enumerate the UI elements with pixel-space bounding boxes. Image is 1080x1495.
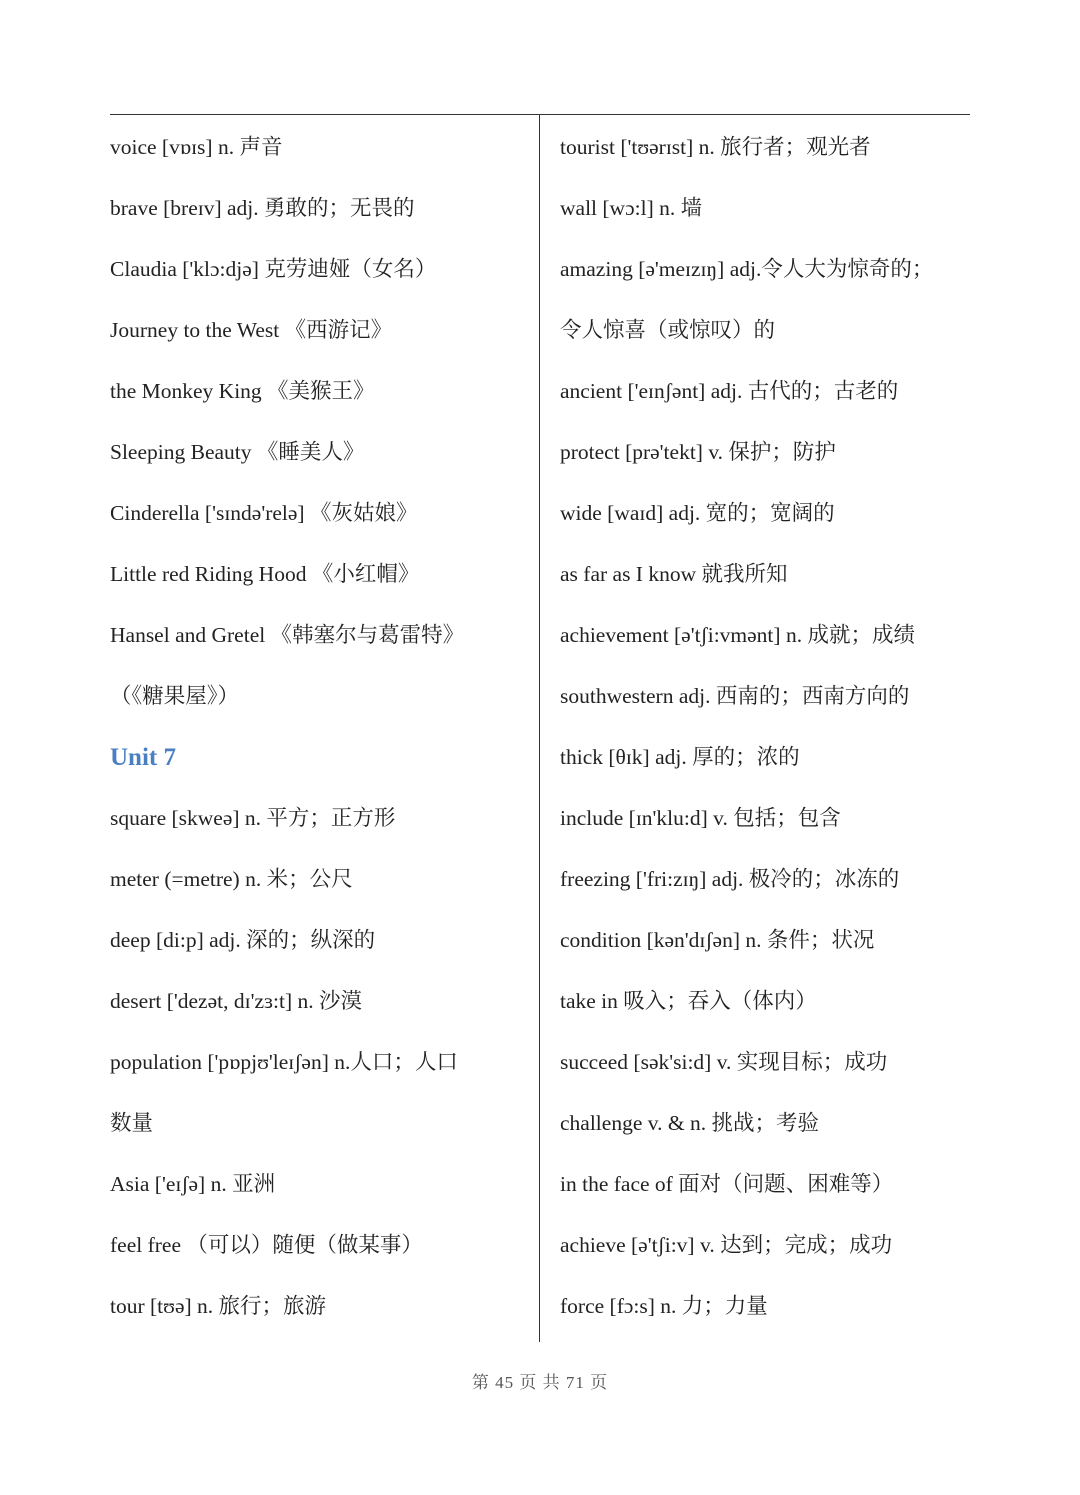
vocab-entry: Hansel and Gretel 《韩塞尔与葛雷特》 — [110, 623, 465, 647]
vocab-entry: Little red Riding Hood 《小红帽》 — [110, 562, 420, 586]
vocab-entry: ancient ['eɪnʃənt] adj. 古代的；古老的 — [560, 379, 899, 403]
vocab-entry: Asia ['eɪʃə] n. 亚洲 — [110, 1172, 276, 1196]
vocab-entry: population ['pɒpjʊ'leɪʃən] n.人口；人口 — [110, 1050, 458, 1074]
vocab-entry: desert ['dezət, dɪ'zɜ:t] n. 沙漠 — [110, 989, 362, 1013]
vocab-entry: as far as I know 就我所知 — [560, 562, 788, 586]
vocab-entry: include [ɪn'klu:d] v. 包括；包含 — [560, 806, 841, 830]
column-divider — [539, 115, 540, 1342]
vocab-entry: condition [kən'dɪʃən] n. 条件；状况 — [560, 928, 875, 952]
vocab-entry: the Monkey King 《美猴王》 — [110, 379, 375, 403]
vocab-entry: tourist ['tʊərɪst] n. 旅行者；观光者 — [560, 135, 871, 159]
vocab-entry: take in 吸入；吞入（体内） — [560, 989, 817, 1013]
vocab-entry: tour [tʊə] n. 旅行；旅游 — [110, 1294, 327, 1318]
vocab-entry-continuation: 数量 — [110, 1111, 154, 1135]
vocab-entry: brave [breɪv] adj. 勇敢的；无畏的 — [110, 196, 415, 220]
vocab-entry: protect [prə'tekt] v. 保护；防护 — [560, 440, 836, 464]
vocab-entry: feel free （可以）随便（做某事） — [110, 1233, 423, 1257]
left-column — [110, 117, 530, 1337]
vocab-entry-continuation: （《糖果屋》） — [110, 684, 240, 708]
vocab-entry-continuation: 令人惊喜（或惊叹）的 — [560, 318, 776, 342]
vocab-entry: amazing [ə'meɪzɪŋ] adj.令人大为惊奇的； — [560, 257, 934, 281]
vocab-entry: Claudia ['klɔ:djə] 克劳迪娅（女名） — [110, 257, 437, 281]
right-column — [560, 117, 975, 1337]
top-rule — [110, 114, 970, 115]
vocab-entry: wall [wɔ:l] n. 墙 — [560, 196, 703, 220]
vocab-entry: force [fɔ:s] n. 力；力量 — [560, 1294, 768, 1318]
vocab-entry: voice [vɒɪs] n. 声音 — [110, 135, 283, 159]
vocab-entry: meter (=metre) n. 米；公尺 — [110, 867, 353, 891]
vocab-entry: thick [θɪk] adj. 厚的；浓的 — [560, 745, 800, 769]
vocab-entry: Journey to the West 《西游记》 — [110, 318, 393, 342]
vocab-entry: wide [waɪd] adj. 宽的；宽阔的 — [560, 501, 835, 525]
vocab-entry: square [skweə] n. 平方；正方形 — [110, 806, 396, 830]
vocab-entry: southwestern adj. 西南的；西南方向的 — [560, 684, 910, 708]
vocab-entry: challenge v. & n. 挑战；考验 — [560, 1111, 819, 1135]
vocab-entry: achieve [ə'tʃi:v] v. 达到；完成；成功 — [560, 1233, 893, 1257]
unit-heading: Unit 7 — [110, 744, 176, 771]
vocab-entry: Cinderella ['sɪndə'relə] 《灰姑娘》 — [110, 501, 418, 525]
page-footer: 第 45 页 共 71 页 — [471, 1373, 609, 1392]
vocab-entry: in the face of 面对（问题、困难等） — [560, 1172, 894, 1196]
vocab-entry: Sleeping Beauty 《睡美人》 — [110, 440, 365, 464]
vocab-entry: deep [di:p] adj. 深的；纵深的 — [110, 928, 376, 952]
vocab-entry: succeed [sək'si:d] v. 实现目标；成功 — [560, 1050, 888, 1074]
vocab-entry: achievement [ə'tʃi:vmənt] n. 成就；成绩 — [560, 623, 915, 647]
vocab-entry: freezing ['fri:zɪŋ] adj. 极冷的；冰冻的 — [560, 867, 900, 891]
